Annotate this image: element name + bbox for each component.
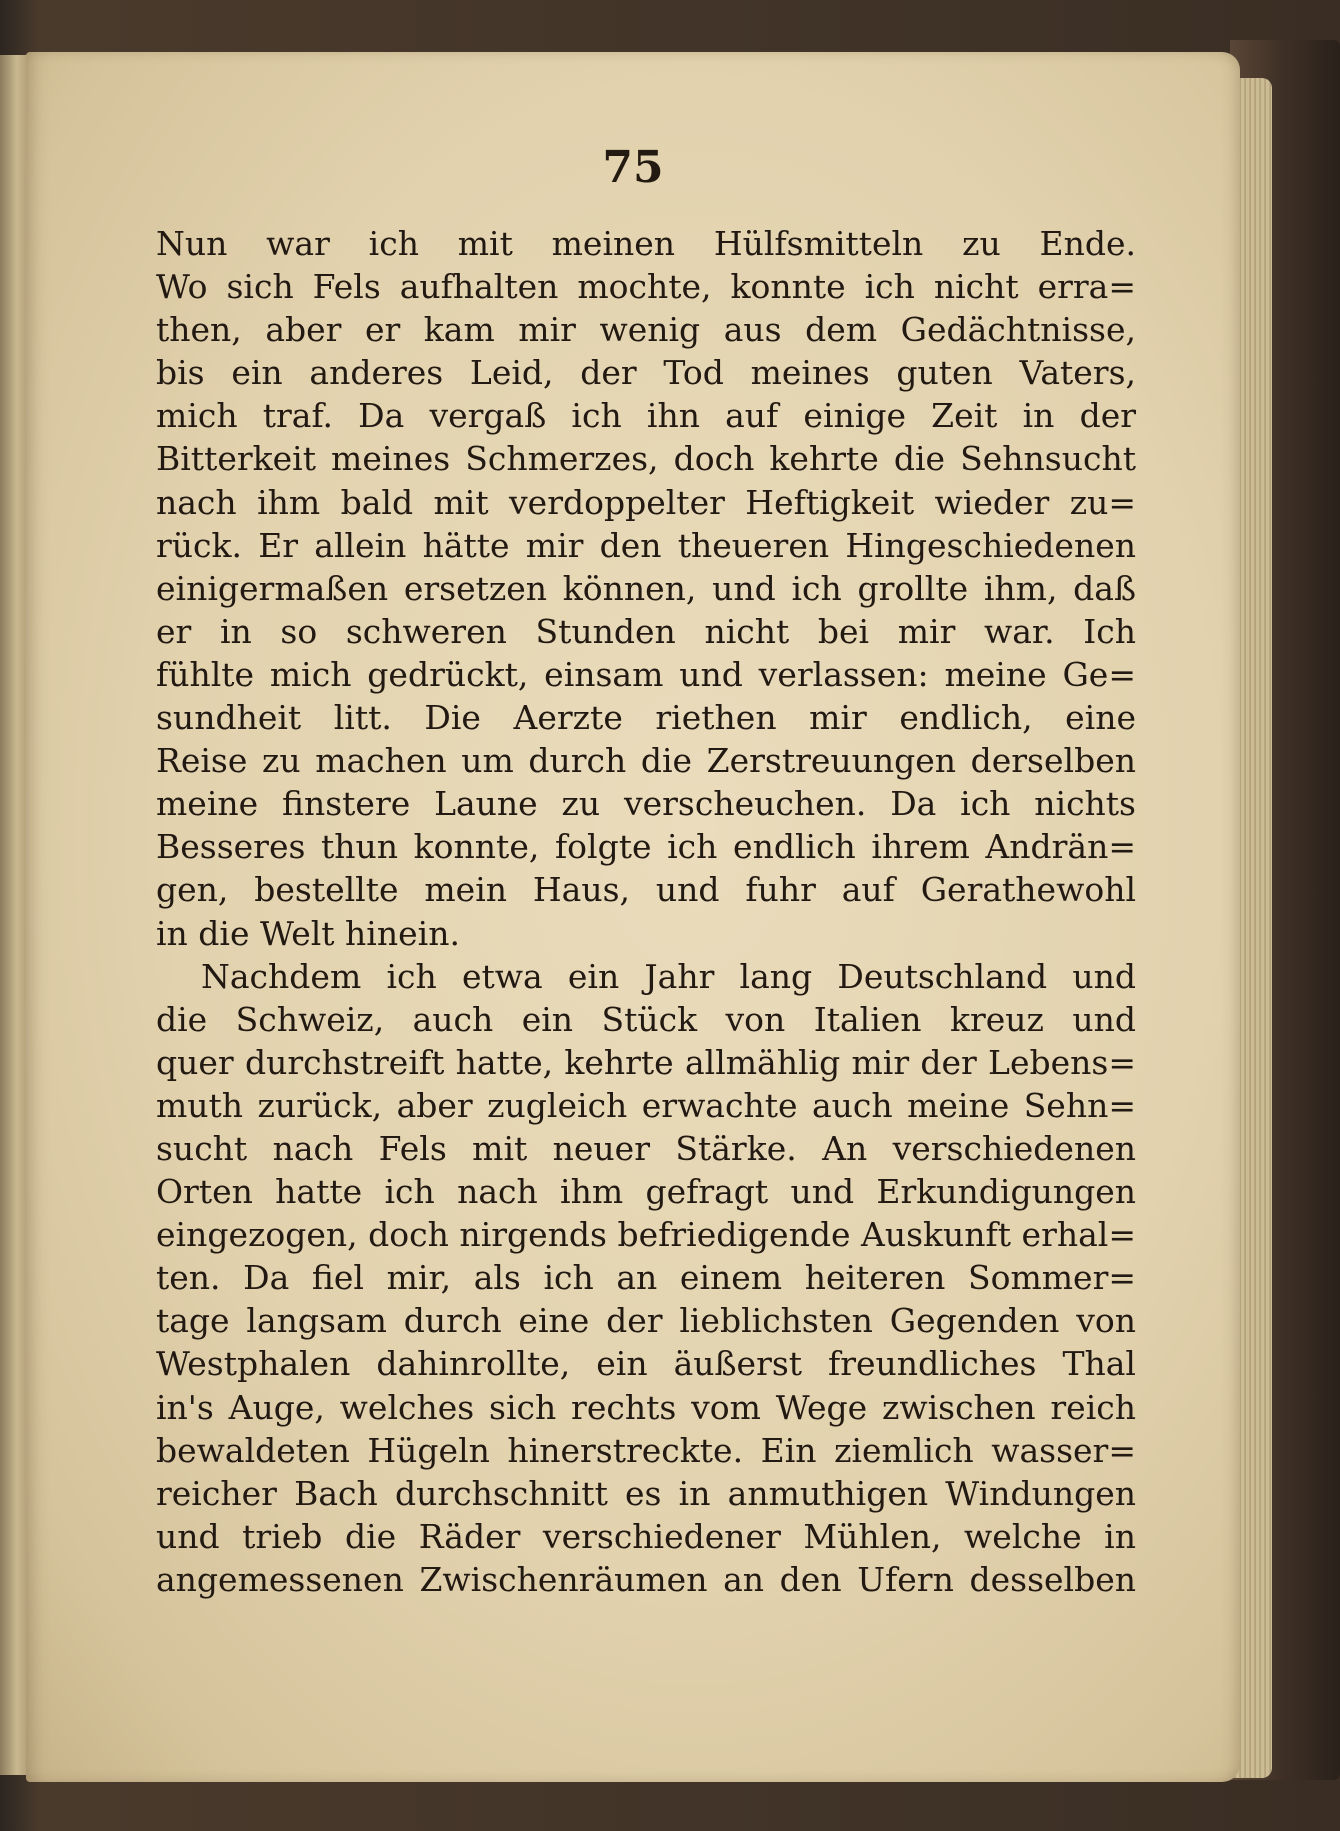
text-line: in's Auge, welches sich rechts vom Wege zwischen reich: [156, 1387, 1136, 1427]
text-line: ten. Da fiel mir, als ich an einem heiteren Sommer=: [156, 1258, 1136, 1298]
book-page: [26, 52, 1240, 1782]
text-line: tage langsam durch eine der lieblichsten Gegenden von: [156, 1301, 1136, 1341]
text-line: Orten hatte ich nach ihm gefragt und Erkundigungen: [156, 1172, 1136, 1212]
text-line: in die Welt hinein.: [156, 913, 460, 953]
text-line: sucht nach Fels mit neuer Stärke. An verschiedenen: [156, 1128, 1136, 1168]
text-line: bis ein anderes Leid, der Tod meines guten Vaters,: [156, 353, 1136, 393]
text-line: Bitterkeit meines Schmerzes, doch kehrte die Sehnsucht: [156, 439, 1136, 479]
text-line: then, aber er kam mir wenig aus dem Gedächtnisse,: [156, 310, 1136, 350]
text-line: Westphalen dahinrollte, ein äußerst freundliches Thal: [156, 1344, 1136, 1384]
text-line: Nachdem ich etwa ein Jahr lang Deutschland und: [201, 956, 1136, 996]
text-line: gen, bestellte mein Haus, und fuhr auf Gerathewohl: [156, 870, 1136, 910]
text-line: meine finstere Laune zu verscheuchen. Da ich nichts: [156, 784, 1136, 824]
text-line: Reise zu machen um durch die Zerstreuungen derselben: [156, 741, 1136, 781]
text-line: reicher Bach durchschnitt es in anmuthigen Windungen: [156, 1473, 1136, 1513]
text-line: er in so schweren Stunden nicht bei mir war. Ich: [156, 611, 1136, 651]
text-line: angemessenen Zwischenräumen an den Ufern desselben: [156, 1559, 1136, 1599]
text-line: fühlte mich gedrückt, einsam und verlassen: meine Ge=: [156, 654, 1136, 694]
text-line: sundheit litt. Die Aerzte riethen mir endlich, eine: [156, 698, 1136, 738]
text-line: die Schweiz, auch ein Stück von Italien kreuz und: [156, 999, 1136, 1039]
text-line: eingezogen, doch nirgends befriedigende Auskunft erhal=: [156, 1215, 1136, 1255]
text-line: Wo sich Fels aufhalten mochte, konnte ich nicht erra=: [156, 267, 1136, 307]
text-line: einigermaßen ersetzen können, und ich grollte ihm, daß: [156, 568, 1136, 608]
page-number: 75: [602, 142, 664, 193]
text-line: nach ihm bald mit verdoppelter Heftigkeit wieder zu=: [156, 482, 1136, 522]
left-page-edge: [0, 55, 28, 1775]
text-line: Nun war ich mit meinen Hülfsmitteln zu Ende.: [156, 224, 1136, 263]
text-line: bewaldeten Hügeln hinerstreckte. Ein ziemlich wasser=: [156, 1430, 1136, 1470]
text-line: Besseres thun konnte, folgte ich endlich ihrem Andrän=: [156, 827, 1136, 867]
text-line: quer durchstreift hatte, kehrte allmählig mir der Lebens=: [156, 1042, 1136, 1082]
text-line: muth zurück, aber zugleich erwachte auch meine Sehn=: [156, 1085, 1136, 1125]
body-text: [156, 222, 1136, 1601]
text-line: und trieb die Räder verschiedener Mühlen, welche in: [156, 1516, 1136, 1556]
text-line: rück. Er allein hätte mir den theueren Hingeschiedenen: [156, 525, 1136, 565]
text-line: mich traf. Da vergaß ich ihn auf einige Zeit in der: [156, 396, 1136, 436]
